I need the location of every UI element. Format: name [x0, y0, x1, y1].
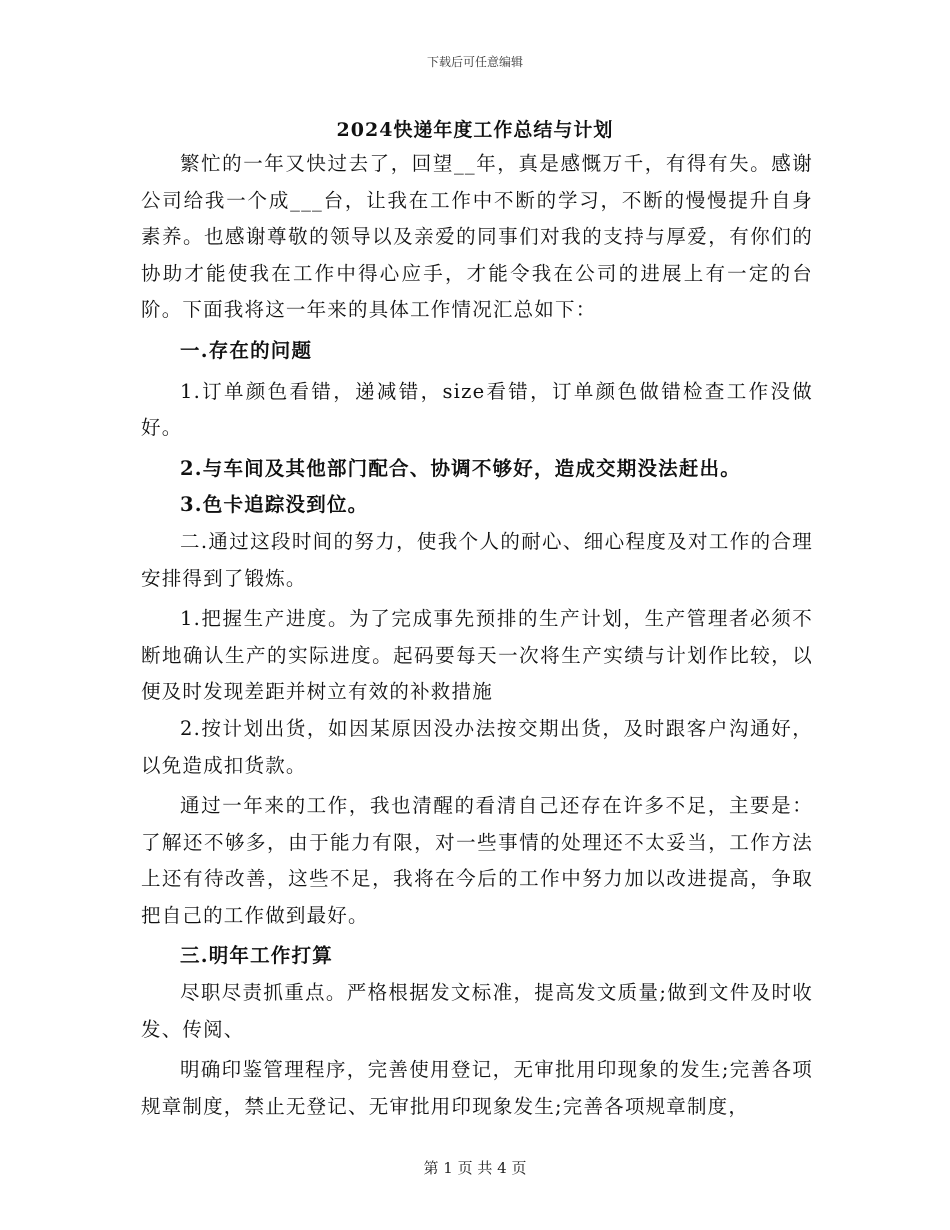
paragraph-problem-3: 3.色卡追踪没到位。: [180, 493, 369, 517]
header-note: 下载后可任意编辑: [426, 55, 523, 69]
paragraph-problem-2: 2.与车间及其他部门配合、协调不够好，造成交期没法赶出。: [180, 456, 741, 480]
paragraph-progress-1: 1.把握生产进度。为了完成事先预排的生产计划，生产管理者必须不断地确认生产的实际进度。起码要每天一次将生产实绩与计划作比较，以便及时发现差距并树立有效的补救措施: [141, 607, 813, 704]
paragraph-progress-2: 2.按计划出货，如因某原因没办法按交期出货，及时跟客户沟通好，以免造成扣货款。: [141, 716, 813, 777]
paragraph-plan-2: 明确印鉴管理程序，完善使用登记，无审批用印现象的发生;完善各项规章制度，禁止无登记、无审批用印现象发生;完善各项规章制度，: [141, 1058, 813, 1118]
paragraph-plan-1: 尽职尽责抓重点。严格根据发文标准，提高发文质量;做到文件及时收发、传阅、: [141, 981, 813, 1041]
paragraph-problem-1: 1.订单颜色看错，递减错，size看错，订单颜色做错检查工作没做好。: [141, 379, 813, 440]
section-heading-progress: 二.通过这段时间的努力，使我个人的耐心、细心程度及对工作的合理安排得到了锻炼。: [141, 529, 813, 590]
section-heading-problems: 一.存在的问题: [180, 338, 313, 362]
paragraph-shortcomings: 通过一年来的工作，我也清醒的看清自己还存在许多不足，主要是：了解还不够多，由于能力有限，对一些事情的处理还不太妥当，工作方法上还有待改善，这些不足，我将在今后的工作中努力加以改进提高，争取把自己的工作做到最好。: [141, 794, 813, 927]
document-body: [141, 146, 813, 1125]
document-title: 2024快递年度工作总结与计划: [336, 119, 614, 141]
paragraph-intro: 繁忙的一年又快过去了，回望__年，真是感慨万千，有得有失。感谢公司给我一个成___台，让我在工作中不断的学习，不断的慢慢提升自身素养。也感谢尊敬的领导以及亲爱的同事们对我的支持与厚爱，有你们的协助才能使我在工作中得心应手，才能令我在公司的进展上有一定的台阶。下面我将这一年来的具体工作情况汇总如下：: [141, 152, 813, 322]
page-footer: 第 1 页 共 4 页: [423, 1159, 527, 1177]
section-heading-next-year: 三.明年工作打算: [180, 944, 333, 968]
